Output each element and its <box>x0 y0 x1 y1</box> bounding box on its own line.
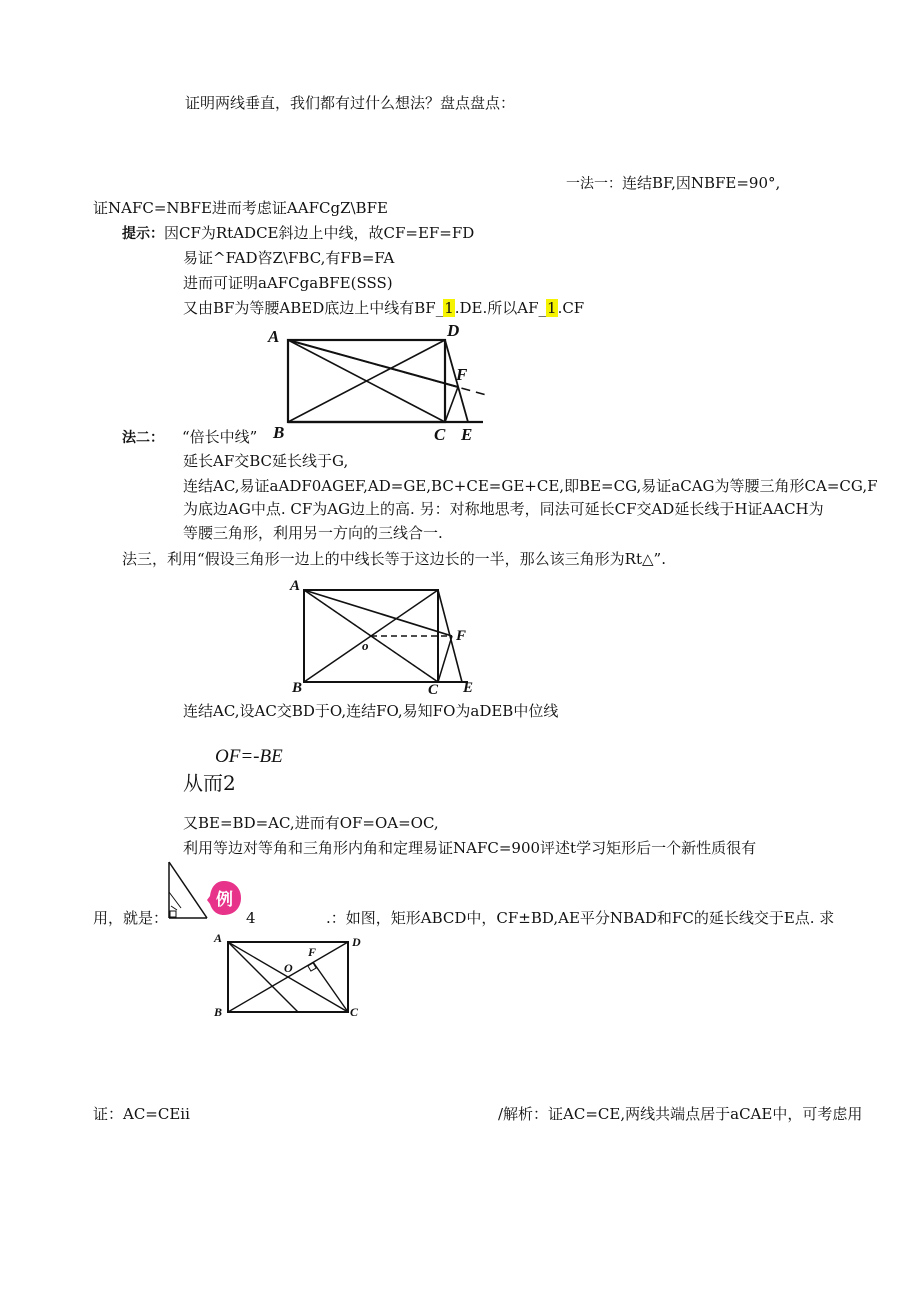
method2-heading <box>122 427 257 448</box>
fig3-label-a: A <box>214 931 223 945</box>
method2-line2: 连结AC,易证aADF0AGEF,AD=GE,BC+CE=GE+CE,即BE=CG,易证aCAG为等腰三角形CA=CG,F <box>183 477 878 495</box>
fig3-label-f: F <box>308 945 317 959</box>
fig2-label-a: A <box>290 578 301 594</box>
hint-label: 提示： <box>122 226 164 242</box>
method1-hint <box>122 223 474 244</box>
fig1-label-c: C <box>434 425 446 444</box>
fig2-label-b: B <box>292 680 303 696</box>
method2-label: 法二： <box>122 430 164 446</box>
method1-step3 <box>183 298 584 318</box>
example-badge <box>206 880 242 916</box>
method3-line2: 连结AC,设AC交BD于O,连结FO,易知FO为aDEB中位线 <box>183 702 559 720</box>
step3-part-b: .DE.所以AF_ <box>454 299 547 317</box>
fig1-label-e: E <box>461 425 473 444</box>
badge-text: 例 <box>216 890 233 910</box>
example-number: 4 <box>246 909 256 927</box>
method3-line5: 利用等边对等角和三角形内角和定理易证NAFC=900评述t学习矩形后一个新性质很有 <box>183 839 757 857</box>
method1-step2: 进而可证明aAFCgaBFE(SSS) <box>183 274 393 292</box>
fig2-label-f: F <box>456 628 467 644</box>
intro-line: 证明两线垂直，我们都有过什么想法？盘点盘点： <box>185 94 516 112</box>
step3-part-a: 又由BF为等腰ABED底边上中线有BF_ <box>183 299 444 317</box>
method2-quote: “倍长中线” <box>182 428 258 446</box>
method2-line3: 为底边AG中点. CF为AG边上的高. 另：对称地思考，同法可延长CF交AD延长线于H证AACH为 <box>183 500 824 518</box>
method1-head-text: 连结BF,因NBFE=90°, <box>622 174 781 192</box>
method1-line2: 证NAFC=NBFE进而考虑证AAFCgZ\BFE <box>93 199 388 217</box>
method1-step1: 易证^FAD咨Z\FBC,有FB=FA <box>183 249 395 267</box>
method3-line3: 从而2 <box>183 771 236 795</box>
step3-part-c: .CF <box>557 299 585 317</box>
fig3-label-b: B <box>214 1005 223 1019</box>
fig3-label-o: O <box>284 961 293 975</box>
fig2-label-e: E <box>463 680 474 696</box>
fig1-label-f: F <box>456 365 468 384</box>
fig1-label-b: B <box>273 423 285 442</box>
figure-rectangle-1 <box>268 322 498 442</box>
fig3-label-c: C <box>350 1005 359 1019</box>
method2-line4: 等腰三角形，利用另一方向的三线合一. <box>183 524 443 542</box>
step3-highlight-2: 1 <box>547 299 557 317</box>
figure-rectangle-3 <box>212 932 372 1022</box>
example-prefix: 用，就是： <box>93 909 169 927</box>
fig2-label-o: o <box>362 638 369 653</box>
fig1-label-a: A <box>268 327 280 346</box>
fig1-label-d: D <box>447 321 460 340</box>
method1-label: 一法一： <box>566 176 622 192</box>
example-footer-left: 证：AC=CEii <box>93 1105 190 1123</box>
method3-line4: 又BE=BD=AC,进而有OF=OA=OC, <box>183 814 439 832</box>
set-square-icon <box>167 862 209 920</box>
hint-text: 因CF为RtADCE斜边上中线，故CF=EF=FD <box>164 224 475 242</box>
fig2-label-c: C <box>428 682 439 698</box>
method3-line1: 法三，利用“假设三角形一边上的中线长等于这边长的一半，那么该三角形为Rt△”. <box>122 550 666 568</box>
figure-rectangle-2 <box>290 578 490 698</box>
example-text: .：如图，矩形ABCD中，CF±BD,AE平分NBAD和FC的延长线交于E点. 求 <box>326 909 835 927</box>
step3-highlight-1: 1 <box>444 299 454 317</box>
method2-line1: 延长AF交BC延长线于G, <box>183 452 349 470</box>
method1-heading <box>566 173 780 194</box>
fig3-label-d: D <box>352 935 361 949</box>
example-footer-right: /解析：证AC=CE,两线共端点居于aCAE中，可考虑用 <box>498 1105 863 1123</box>
method3-formula: OF=-BE <box>215 746 283 767</box>
